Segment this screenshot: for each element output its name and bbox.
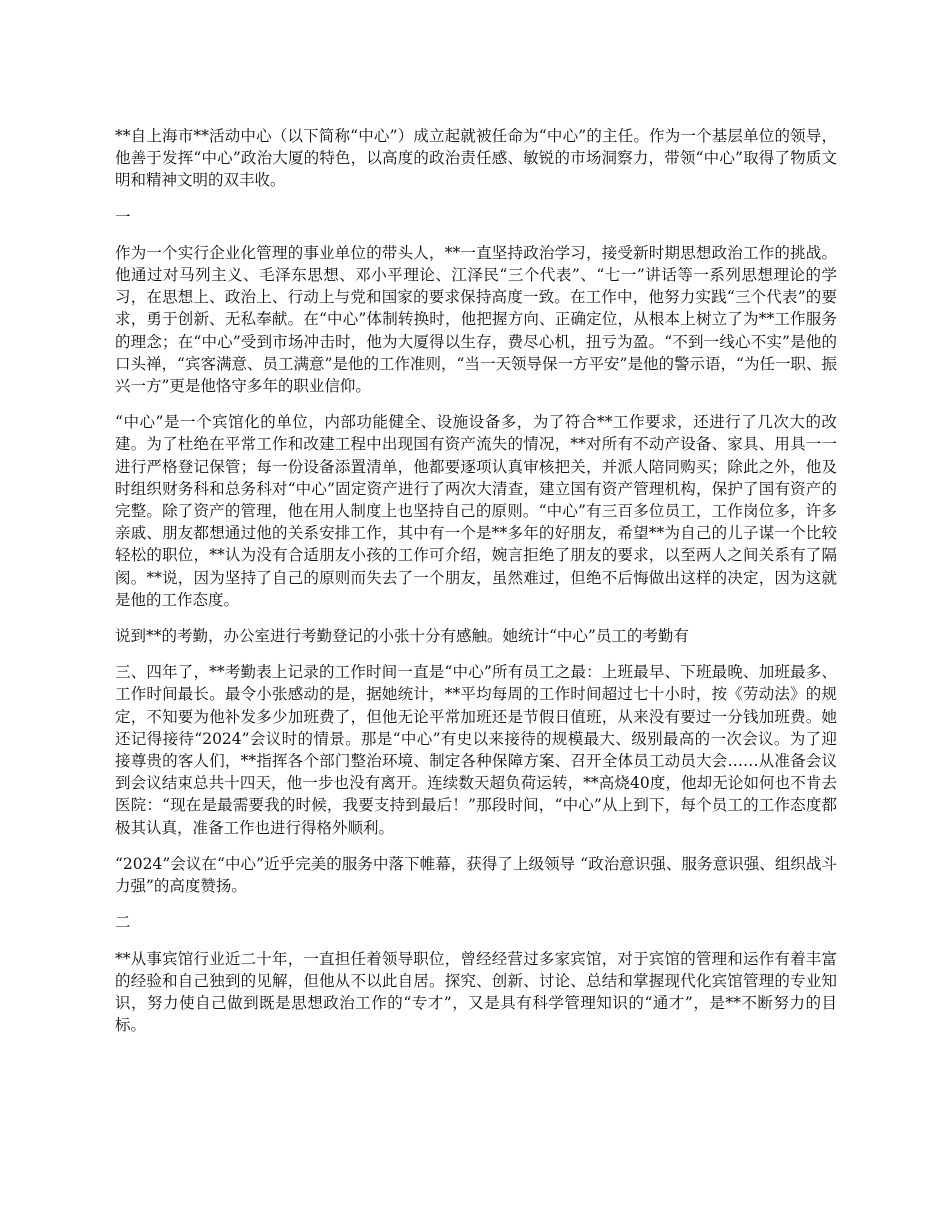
paragraph-hotel-experience: **从事宾馆行业近二十年，一直担任着领导职位，曾经经营过多家宾馆，对于宾馆的管理和运作有着丰富的经验和自己独到的见解，但他从不以此自居。探究、创新、讨论、总结和掌握现代化宾馆管理的专业知识，努力使自己做到既是思想政治工作的“专才”，又是具有科学管理知识的“通才”，是**不断努力的目标。	[115, 949, 837, 1035]
paragraph-attendance-record: 三、四年了，**考勤表上记录的工作时间一直是“中心”所有员工之最：上班最早、下班最晚、加班最多、工作时间最长。最令小张感动的是，据她统计，**平均每周的工作时间超过七十小时，按《劳动法》的规定，不知要为他补发多少加班费了，但他无论平常加班还是节假日值班，从来没有要过一分钱加班费。她还记得接待“2024”会议时的情景。那是“中心”有史以来接待的规模最大、级别最高的一次会议。为了迎接尊贵的客人们，**指挥各个部门整治环境、制定各种保障方案、召开全体员工动员大会……从准备会议到会议结束总共十四天，他一步也没有离开。连续数天超负荷运转，**高烧40度，他却无论如何也不肯去医院：“现在是最需要我的时候，我要支持到最后！”那段时间，“中心”从上到下，每个员工的工作态度都极其认真，准备工作也进行得格外顺利。	[115, 663, 837, 837]
document-body	[115, 125, 837, 1050]
paragraph-conference-praise: “2024”会议在“中心”近乎完美的服务中落下帷幕，获得了上级领导 “政治意识强、服务意识强、组织战斗力强”的高度赞扬。	[115, 854, 837, 896]
paragraph-asset-management: “中心”是一个宾馆化的单位，内部功能健全、设施设备多，为了符合**工作要求，还进行了几次大的改建。为了杜绝在平常工作和改建工程中出现国有资产流失的情况，**对所有不动产设备、家具、用具一一进行严格登记保管；每一份设备添置清单，他都要逐项认真审核把关，并派人陪同购买；除此之外，他及时组织财务科和总务科对“中心”固定资产进行了两次大清查，建立国有资产管理机构，保护了国有资产的完整。除了资产的管理，他在用人制度上也坚持自己的原则。“中心”有三百多位员工，工作岗位多，许多亲戚、朋友都想通过他的关系安排工作，其中有一个是**多年的好朋友，希望**为自己的儿子谋一个比较轻松的职位，**认为没有合适朋友小孩的工作可介绍，婉言拒绝了朋友的要求，以至两人之间关系有了隔阂。**说，因为坚持了自己的原则而失去了一个朋友，虽然难过，但绝不后悔做出这样的决定，因为这就是他的工作态度。	[115, 413, 837, 609]
paragraph-political-study: 作为一个实行企业化管理的事业单位的带头人，**一直坚持政治学习，接受新时期思想政治工作的挑战。他通过对马列主义、毛泽东思想、邓小平理论、江泽民“三个代表”、“七一”讲话等一系列思想理论的学习，在思想上、政治上、行动上与党和国家的要求保持高度一致。在工作中，他努力实践“三个代表”的要求，勇于创新、无私奉献。在“中心”体制转换时，他把握方向、正确定位，从根本上树立了为**工作服务的理念；在“中心”受到市场冲击时，他为大厦得以生存，费尽心机，扭亏为盈。“不到一线心不实”是他的口头禅，“宾客满意、员工满意”是他的工作准则，“当一天领导保一方平安”是他的警示语，“为任一职、振兴一方”更是他恪守多年的职业信仰。	[115, 243, 837, 396]
section-heading-one: 一	[115, 207, 131, 226]
section-heading-two: 二	[115, 913, 131, 932]
paragraph-attendance-intro: 说到**的考勤，办公室进行考勤登记的小张十分有感触。她统计“中心”员工的考勤有	[115, 627, 689, 646]
paragraph-intro: **自上海市**活动中心（以下简称“中心”）成立起就被任命为“中心”的主任。作为一个基层单位的领导，他善于发挥“中心”政治大厦的特色，以高度的政治责任感、敏锐的市场洞察力，带领“中心”取得了物质文明和精神文明的双丰收。	[115, 127, 837, 190]
